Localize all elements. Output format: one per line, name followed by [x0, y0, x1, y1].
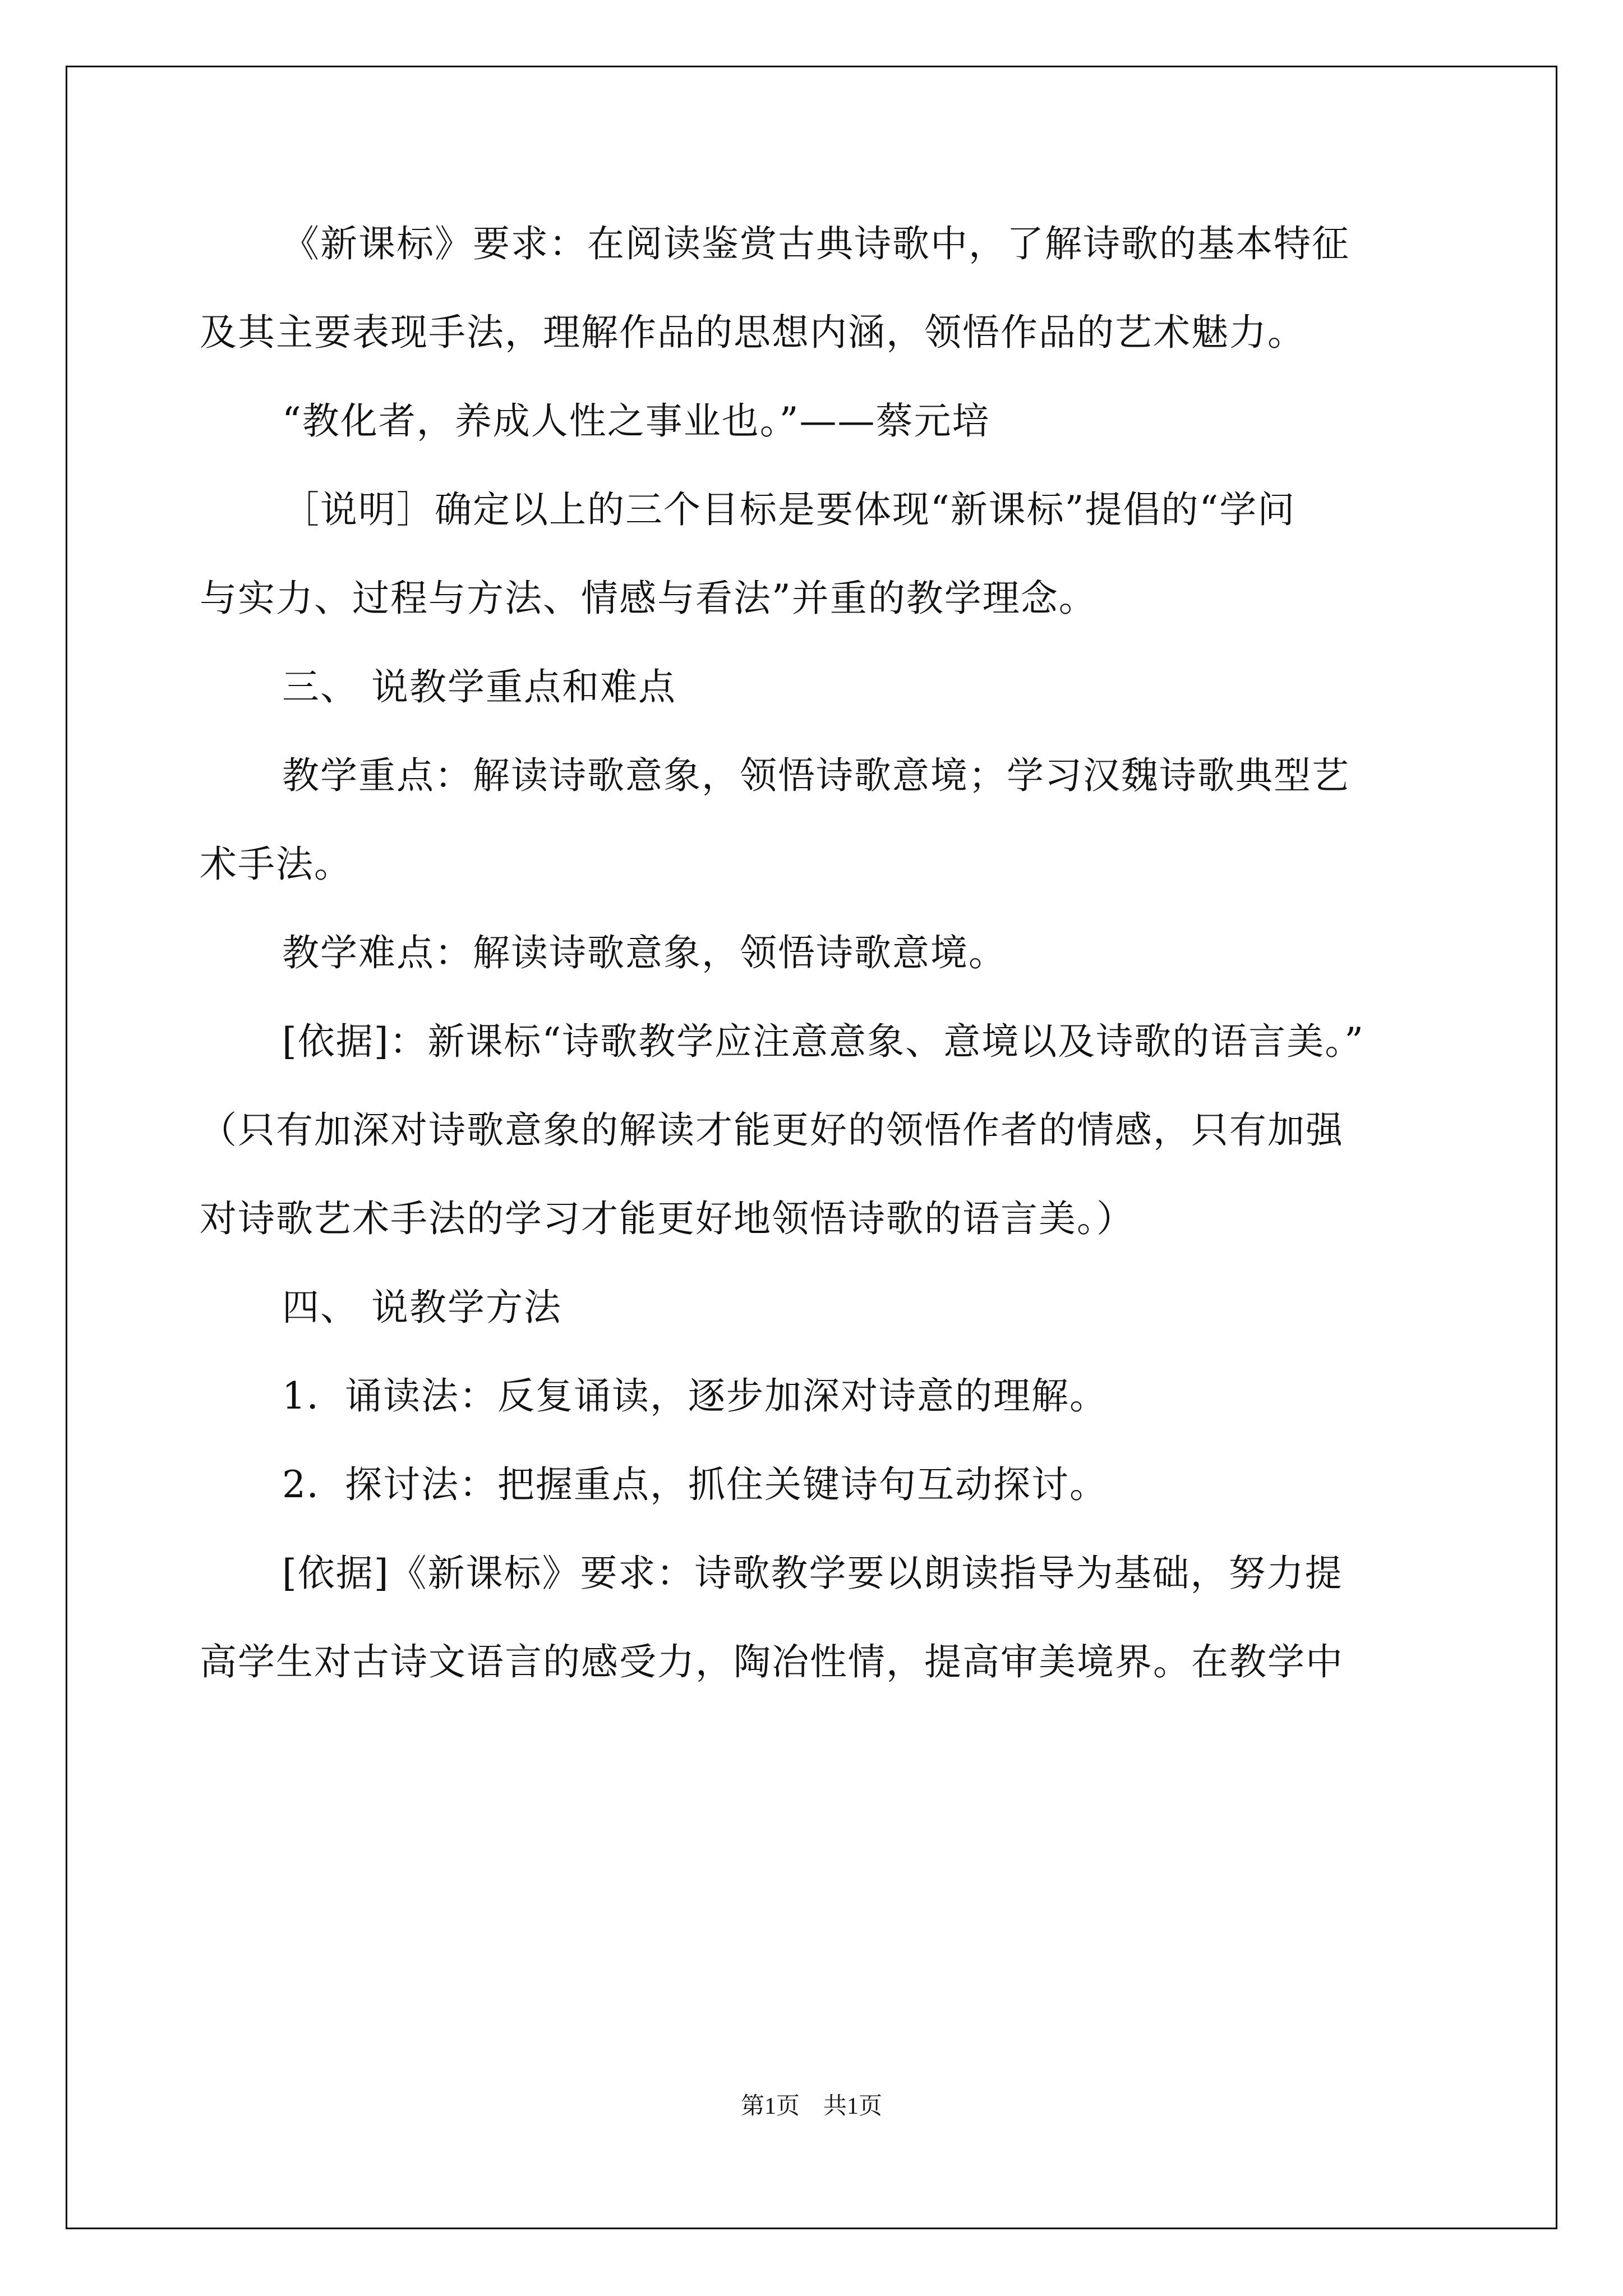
text-line-16: [依据]《新课标》要求：诗歌教学要以朗读指导为基础，努力提: [282, 1552, 1343, 1595]
text-line-4: ［说明］确定以上的三个目标是要体现“新课标”提倡的“学问: [282, 488, 1296, 531]
text-line-2: 及其主要表现手法，理解作品的思想内涵，领悟作品的艺术魅力。: [200, 311, 1306, 354]
text-line-7: 教学重点：解读诗歌意象，领悟诗歌意境；学习汉魏诗歌典型艺: [282, 754, 1350, 797]
text-line-1: 《新课标》要求：在阅读鉴赏古典诗歌中，了解诗歌的基本特征: [282, 222, 1350, 265]
page-footer: 第1页 共1页: [740, 2093, 882, 2119]
list-item-2: 2．探讨法：把握重点，抓住关键诗句互动探讨。: [282, 1463, 1108, 1506]
text-line-10: [依据]：新课标“诗歌教学应注意意象、意境以及诗歌的语言美。”: [282, 1020, 1364, 1063]
list-item-1: 1．诵读法：反复诵读，逐步加深对诗意的理解。: [282, 1374, 1108, 1418]
text-line-12: 对诗歌艺术手法的学习才能更好地领悟诗歌的语言美。）: [200, 1197, 1135, 1240]
text-line-8: 术手法。: [200, 843, 352, 886]
quote-line: “教化者，养成人性之事业也。”——蔡元培: [282, 399, 990, 443]
text-line-5: 与实力、过程与方法、情感与看法”并重的教学理念。: [200, 577, 1097, 620]
text-line-17: 高学生对古诗文语言的感受力，陶冶性情，提高审美境界。在教学中: [200, 1640, 1344, 1683]
text-line-11: （只有加深对诗歌意象的解读才能更好的领悟作者的情感，只有加强: [200, 1108, 1344, 1152]
section-heading-4: 四、 说教学方法: [282, 1286, 562, 1329]
section-heading-3: 三、 说教学重点和难点: [282, 665, 676, 708]
text-line-9: 教学难点：解读诗歌意象，领悟诗歌意境。: [282, 931, 1007, 974]
